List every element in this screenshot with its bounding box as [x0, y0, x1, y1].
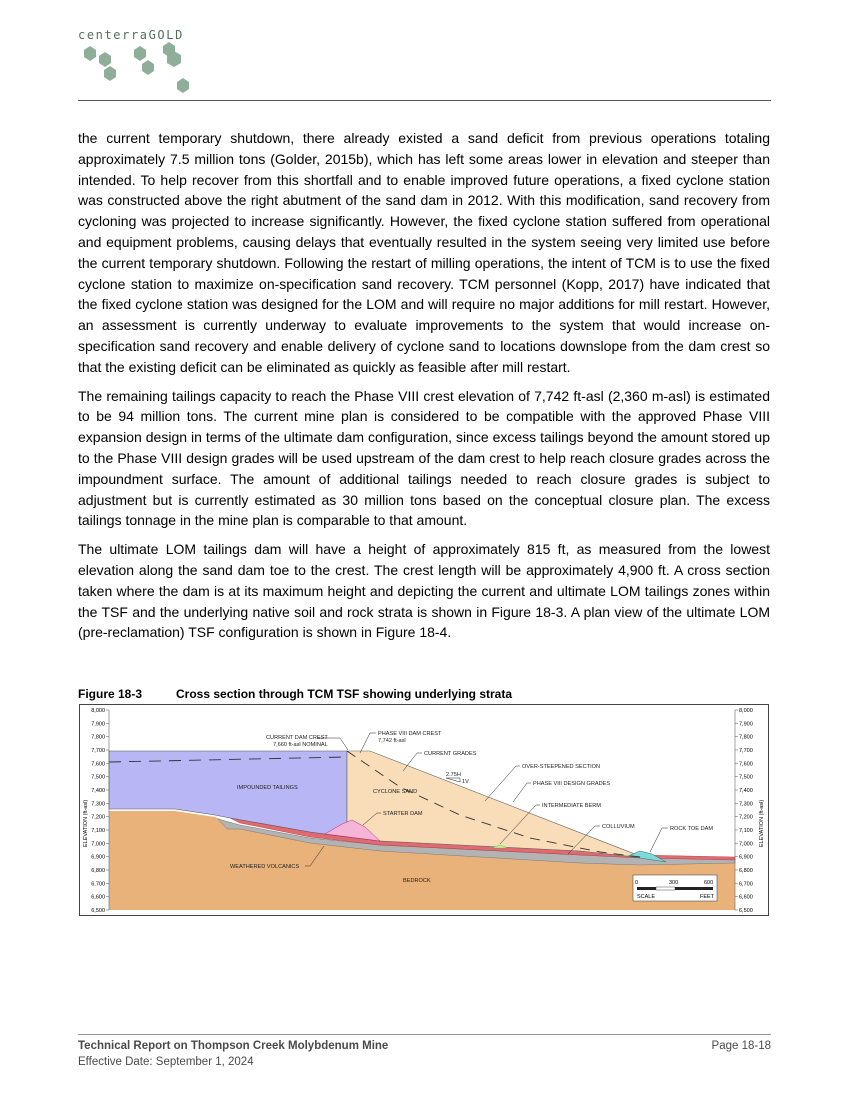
scale-unit: FEET — [700, 894, 715, 900]
paragraph-3: The ultimate LOM tailings dam will have a height of approximately 815 ft, as measured from the lowest elevation along the sand dam toe to the crest. The crest length will be approximately 4,900 ft. A cross section taken where the dam is at its maximum height and depicting the current and ultimate LOM tailings zones within the TSF and the underlying native soil and rock strata is shown in Figure 18-3. A plan view of the ultimate LOM (pre-reclamation) TSF configuration is shown in Figure 18-4. — [78, 541, 770, 641]
logo-text: centerraGOLD — [78, 28, 184, 42]
y-tick-label: 6,500 — [91, 908, 105, 914]
hexagon-logo-icon — [78, 42, 208, 102]
report-body — [78, 128, 770, 651]
y-axis-label-left: ELEVATION (ft-asl) — [83, 799, 89, 847]
label-current-dam-crest-elev: 7,660 ft-asl NOMINAL — [273, 742, 328, 748]
y-tick-label: 6,500 — [739, 908, 753, 914]
label-current-grades: CURRENT GRADES — [424, 751, 477, 757]
label-slope-v: 1V — [462, 779, 469, 785]
paragraph-1: the current temporary shutdown, there already existed a sand deficit from previous operations totaling approximately 7.5 million tons (Golder, 2015b), which has left some areas lower in elevation and steeper than intended. To help recover from this shortfall and to enable improved future operations, a fixed cyclone station was constructed above the right abutment of the sand dam in 2012. With this modification, sand recovery from cycloning was projected to increase significantly. However, the fixed cyclone station suffered from operational and equipment problems, causing delays that eventually resulted in the system seeing very limited use before the current temporary shutdown. Following the restart of milling operations, the intent of TCM is to use the fixed cyclone station to maximize on-specification sand recovery. TCM personnel (Kopp, 2017) have indicated that the fixed cyclone station was designed for the LOM and will require no major additions for mill restart. However, an assessment is currently underway to evaluate improvements to the system that would increase on-specification sand recovery and enable delivery of cyclone sand to locations downslope from the dam crest so that the existing deficit can be eliminated as quickly as feasible after mill restart. — [78, 130, 770, 375]
figure-number: Figure 18-3 — [78, 687, 143, 701]
y-tick-label: 7,100 — [739, 828, 753, 834]
y-tick-label: 6,900 — [739, 854, 753, 861]
y-tick-label: 6,700 — [91, 881, 105, 888]
y-axis-ticks-right — [735, 708, 753, 914]
label-weathered-volcanics: WEATHERED VOLCANICS — [230, 864, 300, 870]
label-current-dam-crest: CURRENT DAM CREST — [266, 735, 328, 741]
scale-bar — [633, 875, 717, 901]
label-over-steepened: OVER-STEEPENED SECTION — [522, 764, 601, 770]
y-tick-label: 7,900 — [739, 721, 753, 728]
y-tick-label: 6,900 — [91, 854, 105, 861]
y-tick-label: 7,200 — [91, 814, 105, 821]
label-phase-viii-crest-elev: 7,742 ft-asl — [378, 738, 406, 744]
header-divider — [78, 100, 771, 101]
y-tick-label: 6,800 — [91, 868, 105, 874]
scale-300: 300 — [669, 880, 679, 886]
label-slope-h: 2.75H — [446, 772, 461, 778]
label-cyclone-sand: CYCLONE SAND — [373, 789, 418, 795]
label-colluvium: COLLUVIUM — [602, 824, 635, 830]
y-tick-label: 8,000 — [739, 708, 753, 714]
label-intermediate-berm: INTERMEDIATE BERM — [542, 803, 601, 809]
y-tick-label: 7,400 — [91, 788, 105, 794]
label-starter-dam: STARTER DAM — [383, 811, 423, 817]
y-tick-label: 7,400 — [739, 788, 753, 794]
footer-effective-date: Effective Date: September 1, 2024 — [78, 1056, 254, 1068]
y-tick-label: 6,700 — [739, 881, 753, 888]
figure-title: Cross section through TCM TSF showing underlying strata — [176, 687, 513, 701]
footer-page-number: Page 18-18 — [711, 1040, 771, 1052]
scale-600: 600 — [704, 880, 714, 886]
y-tick-label: 7,900 — [91, 721, 105, 728]
footer-divider — [78, 1034, 771, 1035]
label-impounded-tailings: IMPOUNDED TAILINGS — [237, 785, 298, 791]
y-tick-label: 7,800 — [91, 734, 105, 741]
label-phase-viii-grades: PHASE VIII DESIGN GRADES — [533, 781, 611, 787]
label-rock-toe-dam: ROCK TOE DAM — [670, 826, 713, 832]
company-logo — [78, 28, 208, 98]
y-tick-label: 7,200 — [739, 814, 753, 821]
y-axis-ticks-left — [91, 708, 109, 914]
footer-report-title: Technical Report on Thompson Creek Molybdenum Mine — [78, 1040, 389, 1052]
y-tick-label: 7,100 — [91, 828, 105, 834]
label-phase-viii-crest: PHASE VIII DAM CREST — [378, 731, 442, 737]
y-tick-label: 7,600 — [739, 761, 753, 768]
y-tick-label: 7,000 — [91, 841, 105, 848]
y-tick-label: 7,300 — [739, 801, 753, 808]
y-tick-label: 7,600 — [91, 761, 105, 768]
y-tick-label: 6,600 — [91, 894, 105, 901]
y-tick-label: 7,300 — [91, 801, 105, 808]
scale-label: SCALE — [637, 894, 656, 900]
y-tick-label: 7,700 — [739, 748, 753, 754]
label-bedrock: BEDROCK — [403, 878, 431, 884]
y-tick-label: 6,600 — [739, 894, 753, 901]
paragraph-2: The remaining tailings capacity to reach the Phase VIII crest elevation of 7,742 ft-asl (2,360 m-asl) is estimated to be 94 million tons. The current mine plan is considered to be compatible with the approved Phase VIII expansion design in terms of the ultimate dam configuration, since excess tailings beyond the amount stored up to the Phase VIII design grades will be used upstream of the dam crest to help reach closure grades across the impoundment surface. The amount of additional tailings needed to reach closure grades is subject to adjustment but is currently estimated as 30 million tons based on the conceptual closure plan. The excess tailings tonnage in the mine plan is comparable to that amount. — [78, 387, 770, 529]
y-tick-label: 6,800 — [739, 868, 753, 874]
cross-section-diagram — [80, 705, 768, 915]
y-axis-label-right: ELEVATION (ft-asl) — [759, 799, 765, 847]
y-tick-label: 7,500 — [739, 774, 753, 781]
y-tick-label: 7,700 — [91, 748, 105, 754]
y-tick-label: 7,800 — [739, 734, 753, 741]
y-tick-label: 8,000 — [91, 708, 105, 714]
cross-section-figure — [79, 704, 769, 916]
y-tick-label: 7,000 — [739, 841, 753, 848]
scale-zero: 0 — [635, 880, 639, 886]
figure-caption — [78, 687, 512, 701]
y-tick-label: 7,500 — [91, 774, 105, 781]
